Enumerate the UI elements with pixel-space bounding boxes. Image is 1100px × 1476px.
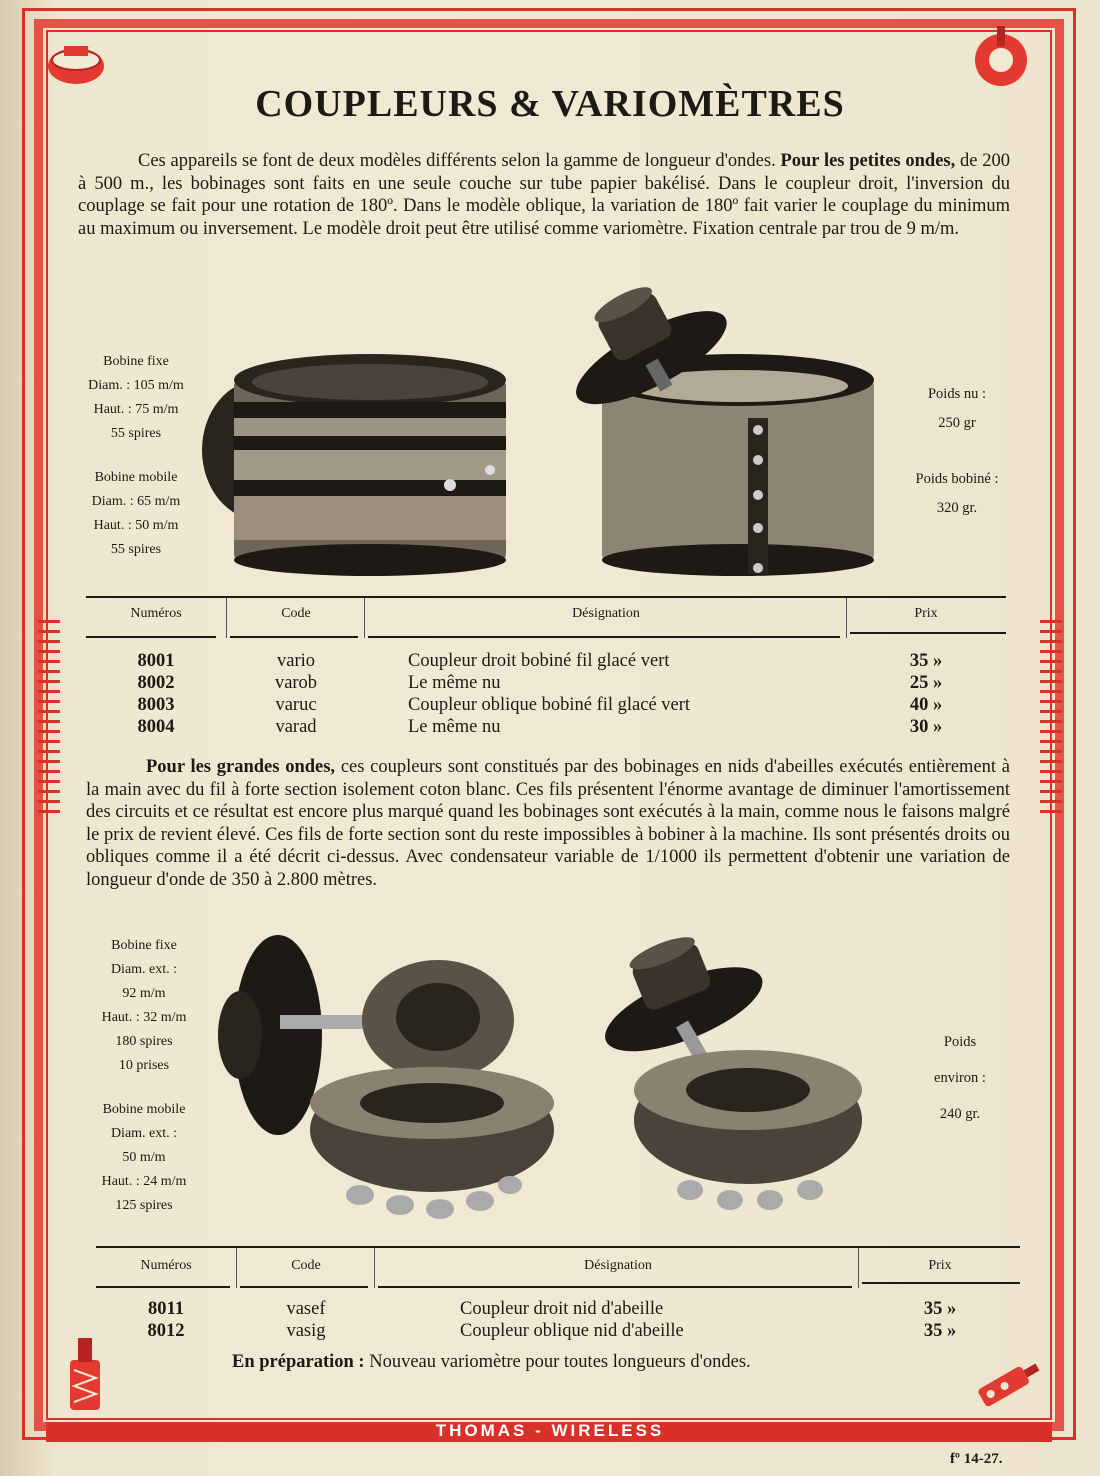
spec-line: Haut. : 24 m/m [101,1174,187,1189]
spec-line: Poids nu : [927,386,986,402]
spec-line: 240 gr. [939,1106,981,1122]
spec-line: Haut. : 32 m/m [101,1010,187,1025]
header-code: Code [291,1258,321,1273]
product-table-1 [86,606,1006,738]
row-designation: Le même nu [408,673,501,693]
table-row [96,1320,1020,1342]
spec-line: 320 gr. [936,500,978,516]
grandes-ondes-bold: Pour les grandes ondes, [146,757,336,777]
honeycomb-coupler-straight-photo [210,925,560,1235]
row-designation: Coupleur oblique nid d'abeille [460,1321,684,1341]
left-zigzag-ornament [38,620,60,820]
section1-left-spec [76,350,196,562]
grandes-ondes-text: ces coupleurs sont constitués par des bobinages en nids d'abeilles exécutés entièrement à la main avec du fil à forte section isolement coton blanc. Ces fils présentent l'énorme avantage de diminuer l'amortissement des circuits et ce résultat est encore plus marqué quand les bobinages sont exécutés à la main, comme nous le faisons malgré le prix de revient élevé. Ces fils de forte section sont du reste impossibles à bobiner à la machine. Ils sont présentés droits ou obliques comme il a été décrit ci-dessus. Avec condensateur variable de 1/1000 ils permettent d'obtenir une variation de longueur d'onde de 350 à 2.800 mètres. [86,757,1010,890]
table-row [86,694,1006,716]
spec-line: Bobine mobile [94,470,178,485]
spec-line: 55 spires [110,542,162,557]
header-numeros: Numéros [130,606,182,621]
in-preparation-note [232,1352,751,1373]
product-table-2 [96,1258,1020,1342]
spec-line: Diam. : 105 m/m [88,378,184,393]
header-prix: Prix [928,1258,952,1273]
row-designation: Coupleur oblique bobiné fil glacé vert [408,695,691,715]
row-number: 8003 [137,695,175,715]
row-number: 8002 [137,673,175,693]
intro-paragraph [78,150,1010,240]
honeycomb-coupler-oblique-photo [590,920,900,1240]
spec-line: Haut. : 75 m/m [93,402,179,417]
section2-right-spec [900,1024,1020,1132]
spec-line: Poids bobiné : [915,471,999,487]
row-designation: Le même nu [408,717,501,737]
header-prix: Prix [914,606,938,621]
spec-line: 125 spires [115,1198,173,1213]
spec-line: 50 m/m [122,1150,166,1165]
spec-line: 92 m/m [122,986,166,1001]
row-code: varuc [275,695,317,715]
intro-bold: Pour les petites ondes, [780,151,956,171]
intro-text-start: Ces appareils se font de deux modèles différents selon la gamme de longueur d'ondes. [138,151,776,171]
corner-tube-icon [50,1330,120,1420]
row-number: 8011 [148,1299,184,1319]
spec-line: 55 spires [110,426,162,441]
row-price: 40 » [909,695,943,715]
header-code: Code [281,606,311,621]
grandes-ondes-paragraph [86,756,1010,891]
intro-text-rest: de 200 à 500 m., les bobinages sont faits en une seule couche sur tube papier bakélisé. Dans le coupleur droit, l'inversion du couplage se fait pour une rotation de 180º. Dans le modèle oblique, la variation de 180º fait varier le couplage du minimum au maximum ou inversement. Le modèle droit peut être utilisé comme variomètre. Fixation centrale par trou de 9 m/m. [78,151,1011,239]
spec-line: 10 prises [118,1058,170,1073]
table-row [86,672,1006,694]
footer-brand: THOMAS - WIRELESS [435,1421,665,1440]
row-price: 30 » [909,717,943,737]
row-code: varob [274,673,318,693]
coupler-oblique-photo [552,270,882,580]
row-number: 8001 [137,651,175,671]
row-price: 35 » [909,651,943,671]
spec-line: Diam. ext. : [110,962,178,977]
spec-line: Diam. ext. : [110,1126,178,1141]
table-row [86,650,1006,672]
page-title: COUPLEURS & VARIOMÈTRES [255,83,845,125]
prep-label: En préparation : [232,1352,365,1372]
corner-plug-icon [968,1344,1048,1424]
row-code: vasig [286,1321,326,1341]
coupler-straight-photo [200,340,530,580]
spec-line: Bobine mobile [102,1102,186,1117]
row-designation: Coupleur droit nid d'abeille [460,1299,664,1319]
right-zigzag-ornament [1040,620,1062,820]
header-designation: Désignation [572,606,640,621]
spec-line: Diam. : 65 m/m [91,494,181,509]
spec-line: Poids [943,1034,977,1050]
spec-line: 180 spires [115,1034,173,1049]
table-row [96,1298,1020,1320]
spec-line: 250 gr [938,415,976,431]
section1-right-spec [892,380,1022,523]
spec-line: Bobine fixe [111,938,177,953]
spec-line: environ : [934,1070,986,1086]
row-code: vario [276,651,315,671]
spec-line: Bobine fixe [103,354,169,369]
folio-number: fº 14-27. [950,1451,1003,1467]
row-price: 35 » [923,1321,957,1341]
row-code: vasef [286,1299,326,1319]
row-designation: Coupleur droit bobiné fil glacé vert [408,651,670,671]
row-number: 8004 [137,717,175,737]
row-price: 35 » [923,1299,957,1319]
table1-top-rule [86,596,1006,598]
table-row [86,716,1006,738]
table2-top-rule [96,1246,1020,1248]
section2-left-spec [84,934,204,1218]
row-number: 8012 [147,1321,185,1341]
spec-line: Haut. : 50 m/m [93,518,179,533]
header-numeros: Numéros [140,1258,192,1273]
row-code: varad [275,717,317,737]
row-price: 25 » [909,673,943,693]
prep-text: Nouveau variomètre pour toutes longueurs d'ondes. [369,1352,751,1372]
header-designation: Désignation [584,1258,652,1273]
